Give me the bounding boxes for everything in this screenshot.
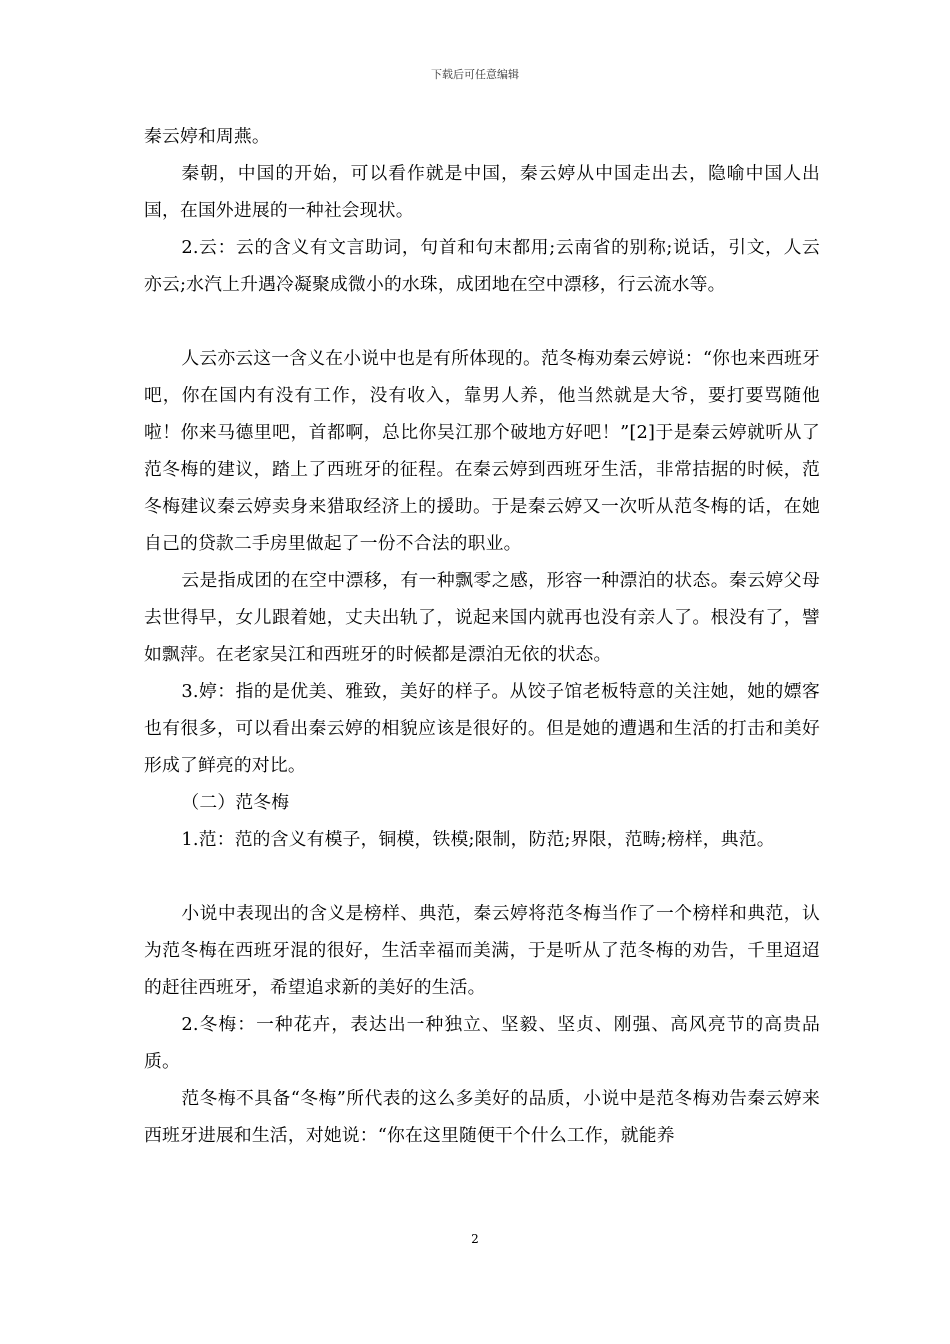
paragraph-renyunyiyun: 人云亦云这一含义在小说中也是有所体现的。范冬梅劝秦云婷说：“你也来西班牙吧，你在国内有没有工作，没有收入，靠男人养，他当然就是大爷，要打要骂随他啦！你来马德里吧，首都啊，总比你吴江那个破地方好吧！”[2]于是秦云婷就听从了范冬梅的建议，踏上了西班牙的征程。在秦云婷到西班牙生活，非常拮据的时候，范冬梅建议秦云婷卖身来猎取经济上的援助。于是秦云婷又一次听从范冬梅的话，在她自己的贷款二手房里做起了一份不合法的职业。 <box>144 348 821 554</box>
section-heading-fan-dongmei: （二）范冬梅 <box>181 792 290 813</box>
paragraph-dongmei-meaning: 2.冬梅：一种花卉，表达出一种独立、坚毅、坚贞、刚强、高风亮节的高贵品质。 <box>144 1014 820 1072</box>
page-number: 2 <box>471 1232 479 1246</box>
page-header: 下载后可任意编辑 <box>431 68 519 81</box>
document-body <box>144 118 820 1154</box>
paragraph-drifting-cloud: 云是指成团的在空中漂移，有一种飘零之感，形容一种漂泊的状态。秦云婷父母去世得早，女儿跟着她，丈夫出轨了，说起来国内就再也没有亲人了。根没有了，譬如飘萍。在老家吴江和西班牙的时候都是漂泊无依的状态。 <box>144 570 820 665</box>
paragraph-yun-meaning: 2.云：云的含义有文言助词，句首和句末都用;云南省的别称;说话，引文，人云亦云;水汽上升遇冷凝聚成微小的水珠，成团地在空中漂移，行云流水等。 <box>144 237 820 295</box>
paragraph-dongmei-contrast: 范冬梅不具备“冬梅”所代表的这么多美好的品质，小说中是范冬梅劝告秦云婷来西班牙进展和生活，对她说：“你在这里随便干个什么工作，就能养 <box>144 1088 820 1146</box>
paragraph-fan-meaning: 1.范：范的含义有模子，铜模，铁模;限制，防范;界限，范畴;榜样，典范。 <box>181 829 775 850</box>
paragraph-continuation: 秦云婷和周燕。 <box>144 126 270 147</box>
paragraph-ting-meaning: 3.婷：指的是优美、雅致，美好的样子。从饺子馆老板特意的关注她，她的嫖客也有很多，可以看出秦云婷的相貌应该是很好的。但是她的遭遇和生活的打击和美好形成了鲜亮的对比。 <box>144 681 820 776</box>
paragraph-role-model: 小说中表现出的含义是榜样、典范，秦云婷将范冬梅当作了一个榜样和典范，认为范冬梅在西班牙混的很好，生活幸福而美满，于是听从了范冬梅的劝告，千里迢迢的赶往西班牙，希望追求新的美好的生活。 <box>144 903 820 998</box>
paragraph-qin-dynasty: 秦朝，中国的开始，可以看作就是中国，秦云婷从中国走出去，隐喻中国人出国，在国外进展的一种社会现状。 <box>144 163 820 221</box>
